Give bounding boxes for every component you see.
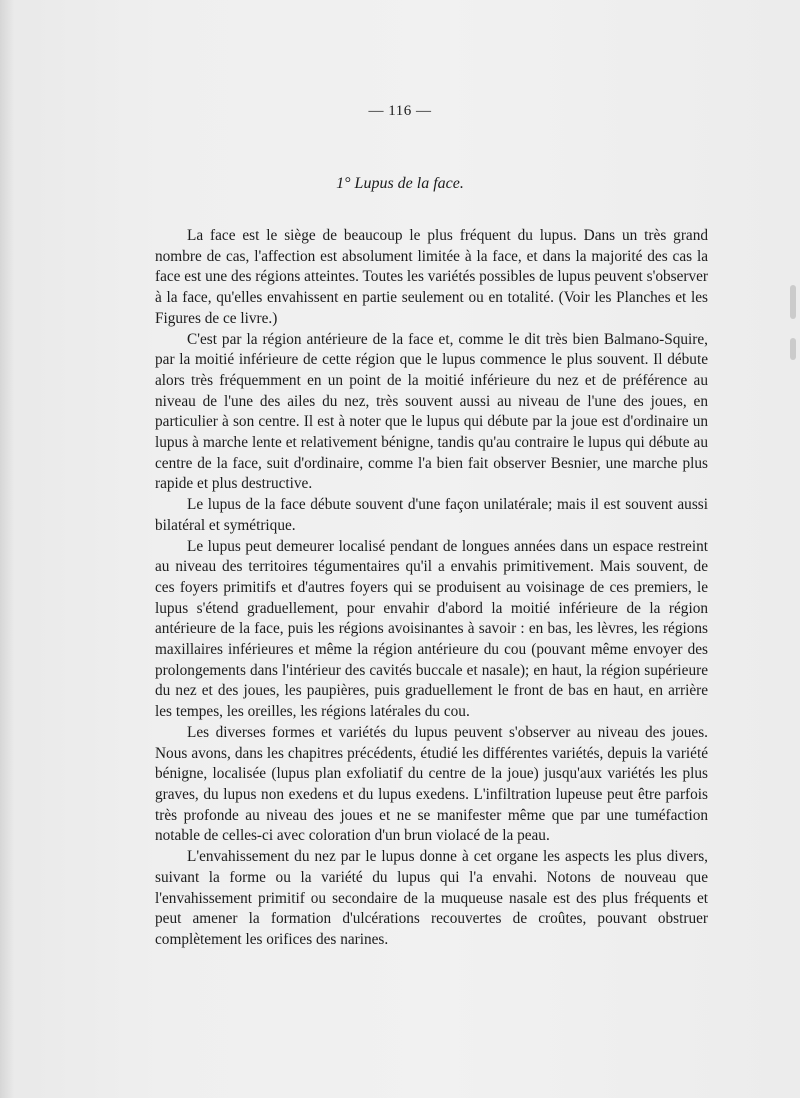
paragraph: Les diverses formes et variétés du lupus peuvent s'observer au niveau des joues. Nous avons, dans les chapitres précédents, étudié les différentes variétés, depuis la variété bénigne, localisée (lupus plan exfoliatif du centre de la joue) jusqu'aux variétés les plus graves, du lupus non exedens et du lupus exedens. L'infiltration lupeuse peut être parfois très profonde au niveau des joues et ne se manifester même que par une tuméfaction notable de celles-ci avec coloration d'un brun violacé de la peau. bbox=[155, 723, 708, 845]
paragraph: Le lupus peut demeurer localisé pendant de longues années dans un espace restreint au niveau des territoires tégumentaires qu'il a envahis primitivement. Mais souvent, de ces foyers primitifs et d'autres foyers qui se produisent au voisinage de ces premiers, le lupus s'étend graduellement, pour envahir d'abord la moitié inférieure de la région antérieure de la face, puis les régions avoisinantes à savoir : en bas, les lèvres, les régions maxillaires inférieures et même la région antérieure du cou (pouvant même envoyer des prolongements dans l'intérieur des cavités buccale et nasale); en haut, la région supérieure du nez et des joues, les paupières, puis graduellement le front de bas en haut, en arrière les tempes, les oreilles, les régions latérales du cou. bbox=[155, 537, 708, 721]
page-number: — 116 — bbox=[368, 103, 432, 119]
section-title: 1° Lupus de la face. bbox=[336, 175, 464, 192]
body-text bbox=[155, 226, 708, 951]
scan-speck bbox=[790, 285, 796, 319]
paragraph: C'est par la région antérieure de la face et, comme le dit très bien Balmano-Squire, par la moitié inférieure de cette région que le lupus commence le plus souvent. Il débute alors très fréquemment en un point de la moitié inférieure du nez et de préférence au niveau de l'une des ailes du nez, très souvent aussi au niveau de l'une des joues, en particulier à son centre. Il est à noter que le lupus qui débute par la joue est d'ordinaire un lupus à marche lente et relativement bénigne, tandis qu'au contraire le lupus qui débute au centre de la face, suit d'ordinaire, comme l'a bien fait observer Besnier, une marche plus rapide et plus destructive. bbox=[155, 330, 708, 493]
paragraph: L'envahissement du nez par le lupus donne à cet organe les aspects les plus divers, suivant la forme ou la variété du lupus qui l'a envahi. Notons de nouveau que l'envahissement primitif ou secondaire de la muqueuse nasale est des plus fréquents et peut amener la formation d'ulcérations recouvertes de croûtes, pouvant obstruer complètement les orifices des narines. bbox=[155, 848, 708, 948]
paragraph: Le lupus de la face débute souvent d'une façon unilatérale; mais il est souvent aussi bilatéral et symétrique. bbox=[155, 496, 708, 534]
scan-speck bbox=[790, 338, 796, 360]
paragraph: La face est le siège de beaucoup le plus fréquent du lupus. Dans un très grand nombre de cas, l'affection est absolument limitée à la face, et dans la majorité des cas la face est une des régions atteintes. Toutes les variétés possibles de lupus peuvent s'observer à la face, qu'elles envahissent en partie seulement ou en totalité. (Voir les Planches et les Figures de ce livre.) bbox=[155, 227, 708, 327]
page-left-shadow bbox=[0, 0, 14, 1098]
